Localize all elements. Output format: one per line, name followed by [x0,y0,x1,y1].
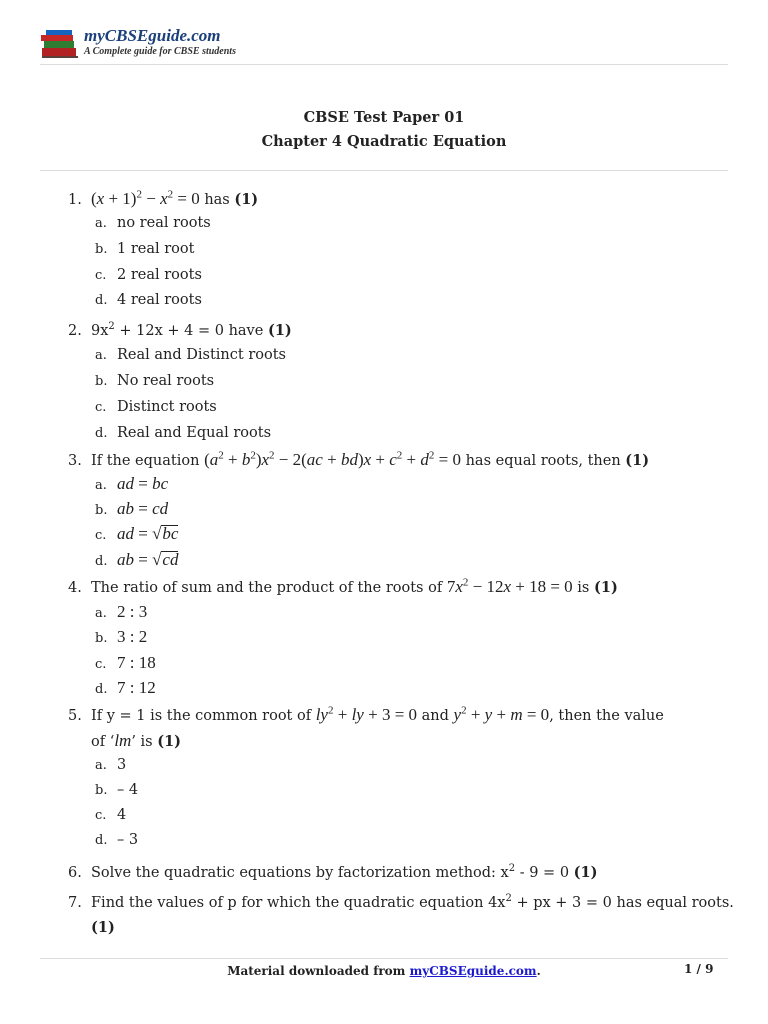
question-5-line-2: of ‘lm’ is (1) [91,731,182,750]
logo-brand: myCBSEguide.com [84,26,221,45]
page-number: 1 / 9 [684,962,714,976]
mark: (1) [594,579,618,596]
question-number: 3. [68,453,82,469]
option-1a: a. no real roots [95,215,211,231]
question-7-line-2 [91,915,115,941]
page-title: CBSE Test Paper 01 [303,109,465,126]
page-subtitle: Chapter 4 Quadratic Equation [261,133,507,150]
math-expression: $ly^2$ + ly + 3 = 0 [315,704,418,724]
title-divider [40,170,728,171]
math-expression: $7x^2 - 12x + 18 = 0$ [446,576,573,596]
option-2a: a. Real and Distinct roots [95,347,286,363]
mark: (1) [234,191,259,208]
option-2c: c. Distinct roots [95,399,217,415]
option-3a: a. ad = bc [95,474,169,493]
question-number: 7. [68,895,82,911]
option-1c: c. 2 real roots [95,267,202,283]
question-5: 5. If y = 1 is the common root of $ly^2$ + ly + 3 = 0 and $y^2 + y + m = 0$, then the value [68,702,664,729]
question-7: 7. Find the values of p for which the quadratic equation $4x^2$ + px + 3 = 0 has equal roots. [68,890,734,916]
mark: (1) [573,864,598,881]
books-icon [38,26,82,60]
question-2: 2. $9x^2 + 12x + 4 = 0$ have (1) [68,318,292,344]
question-1: 1. $(x + 1)^2 - x^2 = 0$ has (1) [68,186,258,213]
option-4a: a. 2 : 3 [95,602,148,621]
option-5a: a. 3 [95,757,127,773]
option-1d: d. 4 real roots [95,292,202,308]
question-number: 4. [68,580,82,596]
footer-text: Material downloaded from myCBSEguide.com. [227,964,541,978]
footer-divider [40,958,728,959]
logo-tagline: A Complete guide for CBSE students [84,46,236,57]
mark: (1) [267,322,292,339]
question-3: 3. If the equation $(a^2 + b^2)x^2 - 2(ac + bd)x + c^2 + d^2 = 0$ has equal roots, then (1) [68,447,649,474]
site-logo[interactable] [38,24,268,62]
math-expression: $y^2 + y + m = 0$ [453,704,550,724]
option-5c: c. 4 [95,807,127,823]
question-number: 1. [68,192,82,208]
math-expression: $(x + 1)^2 - x^2 = 0$ [91,188,200,208]
option-3d: d. ab = √cd [95,550,179,569]
option-5d: d. – 3 [95,832,139,848]
option-2b: b. No real roots [95,373,215,389]
question-number: 2. [68,323,82,339]
option-1b: b. 1 real root [95,241,195,257]
question-4: 4. The ratio of sum and the product of the roots of $7x^2 - 12x + 18 = 0$ is (1) [68,574,618,601]
mark: (1) [91,919,115,936]
option-2d: d. Real and Equal roots [95,425,272,441]
math-expression: $(a^2 + b^2)x^2 - 2(ac + bd)x + c^2 + d^2 = 0$ [204,449,461,469]
option-5b: b. – 4 [95,782,139,798]
header-divider [40,64,728,65]
mark: (1) [625,452,650,469]
option-4d: d. 7 : 12 [95,678,156,697]
question-number: 5. [68,708,82,724]
option-3c: c. ad = √bc [95,524,179,543]
option-4c: c. 7 : 18 [95,653,156,672]
option-3b: b. ab = cd [95,499,169,518]
option-4b: b. 3 : 2 [95,627,148,646]
mark: (1) [157,733,182,750]
question-number: 6. [68,865,82,881]
footer-link[interactable]: myCBSEguide.com [409,964,537,978]
question-6: 6. Solve the quadratic equations by factorization method: $x^2 - 9 = 0$ (1) [68,860,597,886]
